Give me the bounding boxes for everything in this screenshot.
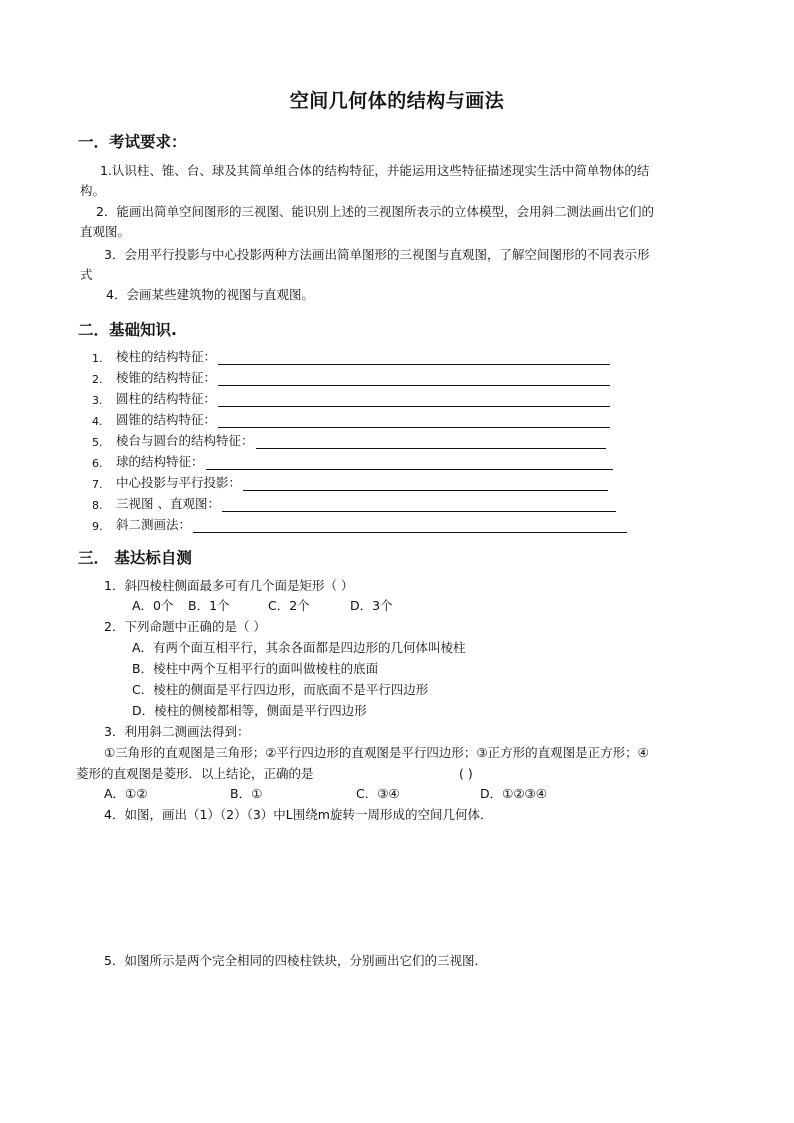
basics-item: [92, 347, 610, 365]
question-3-answer-paren[interactable]: ( ): [459, 766, 473, 781]
option-d[interactable]: D．3个: [350, 598, 393, 613]
question-2-option-c[interactable]: C．棱柱的侧面是平行四边形，而底面不是平行四边形: [132, 682, 429, 697]
question-1-stem: 1．斜四棱柱侧面最多可有几个面是矩形（ ）: [104, 578, 354, 593]
requirement-1-line-2: 构。: [80, 183, 106, 198]
answer-blank[interactable]: [218, 413, 610, 428]
requirement-4: 4．会画某些建筑物的视图与直观图。: [106, 287, 314, 302]
option-d[interactable]: D．①②③④: [480, 786, 547, 801]
question-1-options: [132, 597, 393, 615]
option-a[interactable]: A．①②: [104, 786, 148, 801]
answer-blank[interactable]: [218, 350, 610, 365]
question-2-option-a[interactable]: A．有两个面互相平行，其余各面都是四边形的几何体叫棱柱: [132, 640, 466, 655]
basics-item: [92, 410, 610, 428]
item-number: 4.: [92, 415, 103, 428]
question-3-line-1: ①三角形的直观图是三角形；②平行四边形的直观图是平行四边形；③正方形的直观图是正方形；④: [104, 745, 649, 760]
question-2-stem: 2．下列命题中正确的是（ ）: [104, 619, 266, 634]
section-heading-basics: 二．基础知识.: [78, 321, 177, 339]
answer-blank[interactable]: [218, 371, 610, 386]
item-label: 棱台与圆台的结构特征：: [116, 433, 254, 448]
requirement-2-line-1: 2．能画出简单空间图形的三视图、能识别上述的三视图所表示的立体模型，会用斜二测法画出它们的: [96, 204, 654, 219]
item-label: 三视图 、直观图：: [116, 496, 220, 511]
requirement-3-line-2: 式: [80, 267, 93, 282]
item-label: 球的结构特征：: [116, 454, 204, 469]
question-3-line-2: 菱形的直观图是菱形．以上结论，正确的是: [76, 766, 314, 781]
option-c[interactable]: C．2个: [268, 598, 310, 613]
item-number: 2.: [92, 373, 103, 386]
question-4: 4．如图，画出（1）（2）（3）中L围绕m旋转一周形成的空间几何体．: [104, 807, 493, 822]
basics-item: [92, 494, 616, 512]
answer-blank[interactable]: [193, 518, 627, 533]
item-label: 圆柱的结构特征：: [116, 391, 217, 406]
basics-item: [92, 473, 608, 491]
requirement-1-line-1: 1.认识柱、锥、台、球及其简单组合体的结构特征，并能运用这些特征描述现实生活中简单物体的结: [100, 163, 650, 178]
question-5: 5．如图所示是两个完全相同的四棱柱铁块，分别画出它们的三视图．: [104, 953, 487, 968]
item-label: 斜二测画法：: [116, 517, 192, 532]
question-2-option-b[interactable]: B．棱柱中两个互相平行的面叫做棱柱的底面: [132, 661, 379, 676]
basics-item: [92, 515, 627, 533]
question-3-stem: 3．利用斜二测画法得到：: [104, 724, 250, 739]
basics-item: [92, 452, 613, 470]
section-heading-self-test: 三． 基达标自测: [78, 549, 192, 567]
basics-item: [92, 389, 610, 407]
item-number: 3.: [92, 394, 103, 407]
question-2-option-d[interactable]: D．棱柱的侧棱都相等，侧面是平行四边形: [132, 703, 367, 718]
requirement-2-line-2: 直观图。: [80, 224, 131, 239]
item-number: 5.: [92, 436, 103, 449]
option-b[interactable]: B．1个: [188, 598, 230, 613]
item-label: 棱锥的结构特征：: [116, 370, 217, 385]
item-number: 7.: [92, 478, 103, 491]
item-label: 中心投影与平行投影：: [116, 475, 242, 490]
answer-blank[interactable]: [243, 476, 608, 491]
item-number: 8.: [92, 499, 103, 512]
answer-blank[interactable]: [222, 497, 616, 512]
option-c[interactable]: C．③④: [356, 786, 400, 801]
question-3-options: [104, 785, 547, 803]
section-heading-requirements: 一．考试要求：: [78, 133, 187, 151]
basics-item: [92, 431, 606, 449]
item-number: 6.: [92, 457, 103, 470]
option-a[interactable]: A．0个: [132, 598, 174, 613]
basics-item: [92, 368, 610, 386]
answer-blank[interactable]: [256, 434, 606, 449]
item-number: 9.: [92, 520, 103, 533]
answer-blank[interactable]: [206, 455, 613, 470]
item-label: 棱柱的结构特征：: [116, 349, 217, 364]
item-number: 1.: [92, 352, 103, 365]
requirement-3-line-1: 3．会用平行投影与中心投影两种方法画出简单图形的三视图与直观图，了解空间图形的不同表示形: [104, 247, 650, 262]
option-b[interactable]: B．①: [230, 786, 263, 801]
item-label: 圆锥的结构特征：: [116, 412, 217, 427]
answer-blank[interactable]: [218, 392, 610, 407]
page-title: 空间几何体的结构与画法: [289, 90, 505, 112]
